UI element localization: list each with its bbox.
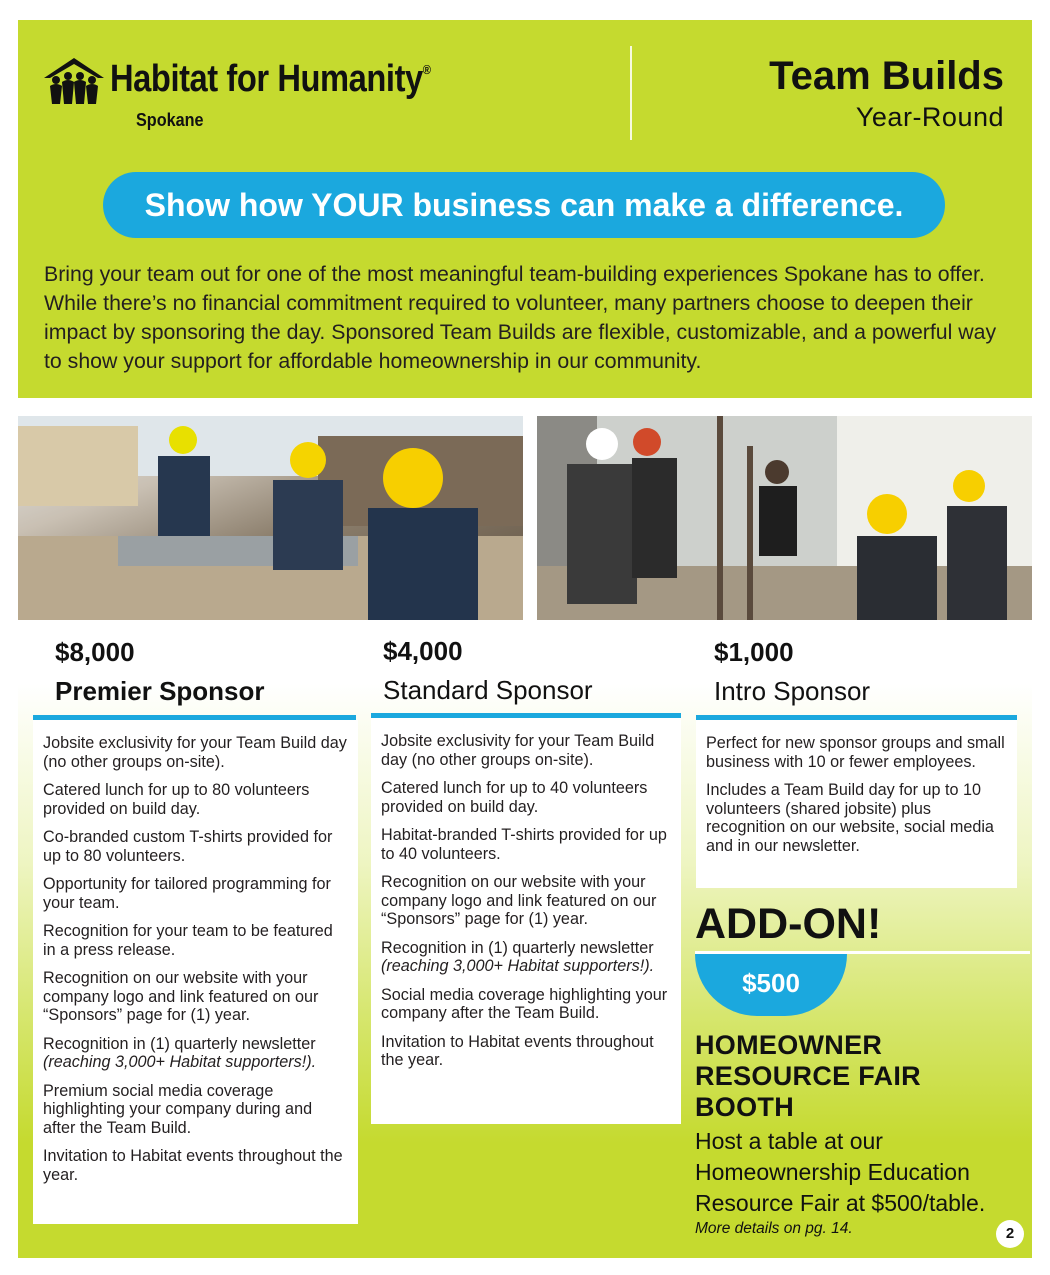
org-location: Spokane	[136, 110, 204, 130]
benefit-item: Recognition in (1) quarterly newsletter (reaching 3,000+ Habitat supporters!).	[381, 938, 655, 975]
org-name: Habitat for Humanity®	[110, 58, 431, 100]
benefit-item: Recognition on our website with your company logo and link featured on our “Sponsors” page for (1) year.	[43, 969, 319, 1024]
addon-price-badge: $500	[695, 954, 847, 1016]
page-title: Team Builds	[769, 54, 1004, 98]
benefit-item: Catered lunch for up to 80 volunteers provided on build day.	[43, 781, 310, 818]
benefit-item: Recognition in (1) quarterly newsletter (reaching 3,000+ Habitat supporters!).	[43, 1034, 317, 1071]
volunteers-raising-wall-image	[537, 416, 1032, 620]
tier-standard-benefits	[371, 718, 681, 1124]
volunteers-photo-right	[537, 416, 1032, 620]
page-subtitle: Year-Round	[855, 102, 1004, 132]
headline-banner: Show how YOUR business can make a difference.	[103, 172, 945, 238]
benefit-item: Recognition for your team to be featured in a press release.	[43, 922, 333, 959]
tier-price: $4,000	[383, 636, 463, 666]
header-divider	[630, 46, 632, 140]
intro-paragraph: Bring your team out for one of the most meaningful team-building experiences Spokane has to offer. While there’s no financial commitment required to volunteer, many partners choose to deepen their impact by sponsoring the day. Sponsored Team Builds are flexible, customizable, and a powerful way to show your support for affordable homeownership in our community.	[44, 262, 997, 373]
tier-intro-benefits	[696, 720, 1017, 888]
benefit-item: Invitation to Habitat events throughout the year.	[381, 1032, 654, 1069]
page-number: 2	[996, 1220, 1024, 1248]
benefit-item: Perfect for new sponsor groups and small business with 10 or fewer employees.	[706, 734, 1005, 771]
benefit-item: Jobsite exclusivity for your Team Build day (no other groups on-site).	[43, 734, 347, 771]
tier-standard-heading	[383, 636, 593, 706]
benefit-item: Habitat-branded T-shirts provided for up to 40 volunteers.	[381, 826, 667, 863]
habitat-logo	[42, 56, 512, 136]
tier-premier-heading	[55, 637, 265, 707]
tier-name: Intro Sponsor	[714, 676, 871, 706]
header-panel	[18, 20, 1032, 398]
tier-premier-benefits	[33, 720, 358, 1224]
volunteers-photo-left	[18, 416, 523, 620]
tier-price: $8,000	[55, 637, 135, 667]
addon-note: More details on pg. 14.	[695, 1220, 853, 1237]
benefit-item: Premium social media coverage highlighting your company during and after the Team Build.	[43, 1081, 313, 1137]
tier-name: Premier Sponsor	[55, 676, 265, 706]
benefit-item: Jobsite exclusivity for your Team Build day (no other groups on-site).	[381, 732, 655, 769]
benefit-item: Catered lunch for up to 40 volunteers provided on build day.	[381, 779, 648, 816]
tier-name: Standard Sponsor	[383, 675, 593, 705]
benefit-item: Social media coverage highlighting your company after the Team Build.	[381, 985, 668, 1022]
addon-heading: HOMEOWNER RESOURCE FAIR BOOTH	[695, 1030, 921, 1122]
benefit-item: Co-branded custom T-shirts provided for up to 80 volunteers.	[43, 828, 333, 865]
addon-description: Host a table at our Homeownership Education Resource Fair at $500/table.	[695, 1128, 986, 1216]
habitat-house-people-icon	[42, 56, 106, 106]
benefit-item: Recognition on our website with your company logo and link featured on our “Sponsors” page for (1) year.	[381, 873, 657, 928]
benefit-item: Opportunity for tailored programming for your team.	[43, 875, 331, 912]
tier-intro-heading	[714, 637, 870, 707]
benefit-item: Invitation to Habitat events throughout the year.	[43, 1147, 343, 1184]
volunteers-cutting-siding-image	[18, 416, 523, 620]
benefit-item: Includes a Team Build day for up to 10 volunteers (shared jobsite) plus recognition on our website, social media and in our newsletter.	[706, 781, 994, 855]
tier-price: $1,000	[714, 637, 794, 667]
addon-title: ADD-ON!	[695, 900, 882, 948]
